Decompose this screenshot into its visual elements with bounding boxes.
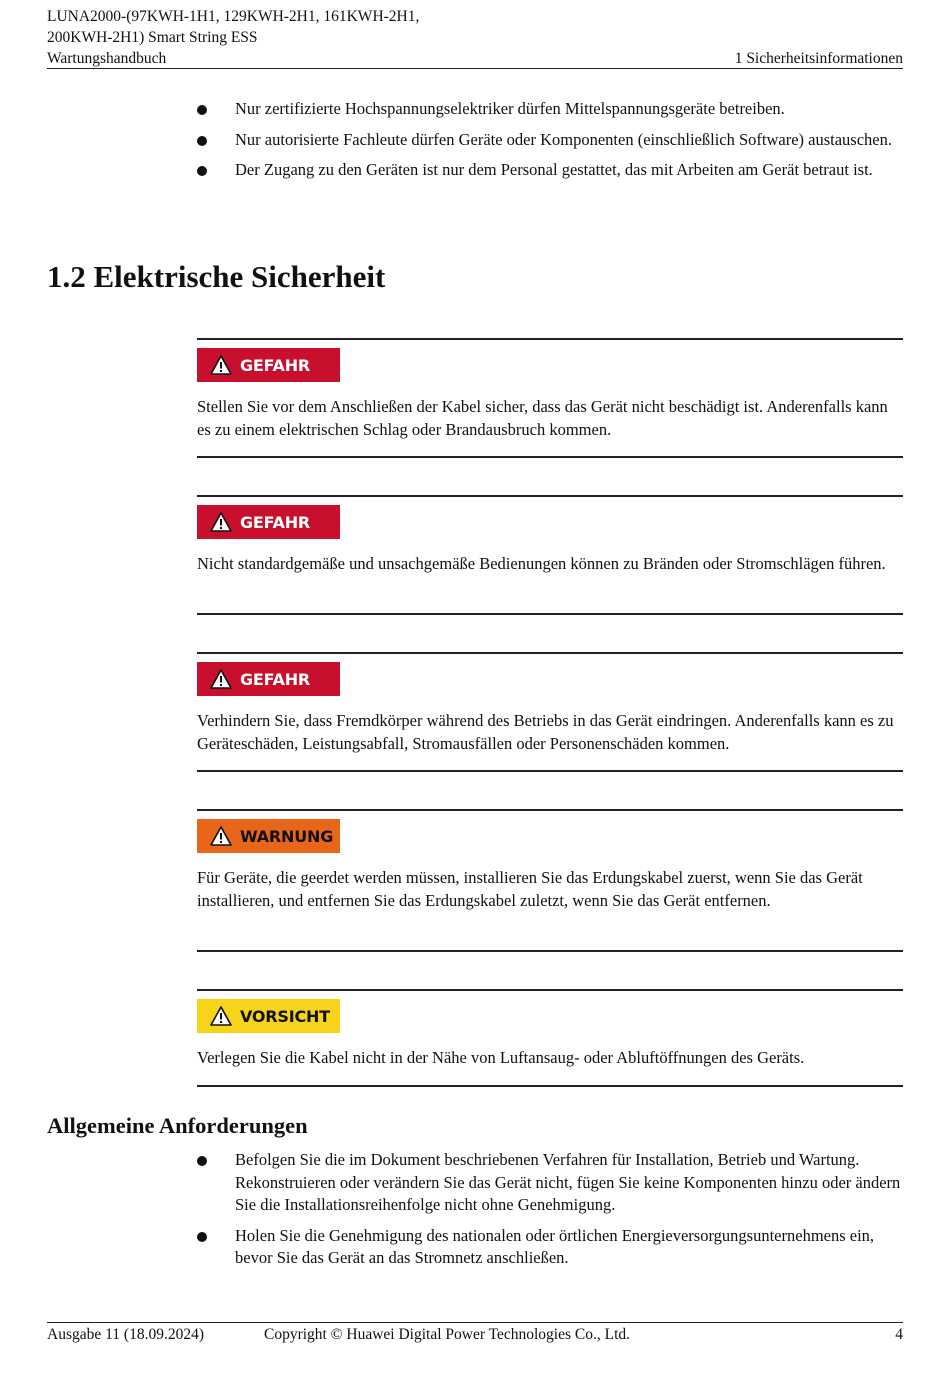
danger-notice [197,495,903,615]
danger-notice [197,338,903,458]
edition-info: Ausgabe 11 (18.09.2024) [47,1326,204,1343]
bullet-dot-icon [197,1232,207,1242]
notice-text: Für Geräte, die geerdet werden müssen, installieren Sie das Erdungskabel zuerst, wenn Sie das Gerät installieren, und entfernen Sie das Erdungskabel zuletzt, wenn Sie das Gerät entfernen. [197,868,863,910]
bullet-dot-icon [197,105,207,115]
list-item-text: Holen Sie die Genehmigung des nationalen oder örtlichen Energieversorgungsunternehmens ein, bevor Sie das Gerät an das Stromnetz anschließen. [235,1225,875,1267]
warning-notice [197,809,903,952]
caution-notice [197,989,903,1087]
chapter-name: 1 Sicherheitsinformationen [734,50,903,67]
subsection-title: Allgemeine Anforderungen [47,1113,308,1138]
document-title-line-2: 200KWH-2H1) Smart String ESS [47,29,258,46]
list-item [47,159,903,182]
page-number: 4 [895,1326,903,1343]
document-title-line-1: LUNA2000-(97KWH-1H1, 129KWH-2H1, 161KWH-2H1, [47,8,420,25]
list-item [47,98,903,121]
warning-triangle-icon [210,512,232,532]
notice-text: Stellen Sie vor dem Anschließen der Kabel sicher, dass das Gerät nicht beschädigt ist. Anderenfalls kann es zu einem elektrischen Schlag oder Brandausbruch kommen. [197,397,888,439]
warning-triangle-icon [210,669,232,689]
warning-badge [197,819,340,853]
bullet-dot-icon [197,1156,207,1166]
bullet-dot-icon [197,166,207,176]
top-bullet-list [47,98,903,190]
danger-badge [197,662,340,696]
warning-triangle-icon [210,355,232,375]
general-bullet-list [47,1149,903,1278]
list-item [47,129,903,152]
list-item-text: Nur zertifizierte Hochspannungselektriker dürfen Mittelspannungsgeräte betreiben. [235,99,785,118]
copyright-notice: Copyright © Huawei Digital Power Technologies Co., Ltd. [264,1326,630,1343]
danger-badge [197,505,340,539]
list-item-text: Befolgen Sie die im Dokument beschriebenen Verfahren für Installation, Betrieb und Wartung. Rekonstruieren oder verändern Sie das Gerät nicht, fügen Sie keine Komponenten hinzu oder ändern Sie die Installationsreihenfolge nicht ohne Genehmigung. [235,1150,901,1214]
list-item [47,1225,903,1270]
manual-name: Wartungshandbuch [47,50,167,67]
notice-label: GEFAHR [240,669,311,689]
notice-label: GEFAHR [240,355,311,375]
section-title: 1.2 Elektrische Sicherheit [47,259,386,294]
notice-label: GEFAHR [240,512,311,532]
bullet-dot-icon [197,136,207,146]
notice-label: VORSICHT [240,1006,330,1026]
caution-badge [197,999,340,1033]
notice-text: Verlegen Sie die Kabel nicht in der Nähe von Luftansaug- oder Abluftöffnungen des Geräts. [197,1048,805,1067]
list-item-text: Nur autorisierte Fachleute dürfen Geräte oder Komponenten (einschließlich Software) austauschen. [235,129,893,149]
danger-badge [197,348,340,382]
warning-triangle-icon [210,826,232,846]
list-item-text: Der Zugang zu den Geräten ist nur dem Personal gestattet, das mit Arbeiten am Gerät betraut ist. [235,160,873,179]
danger-notice [197,652,903,772]
notice-text: Verhindern Sie, dass Fremdkörper während des Betriebs in das Gerät eindringen. Anderenfalls kann es zu Geräteschäden, Leistungsabfall, Stromausfällen oder Personenschäden kommen. [197,711,894,753]
page-footer [47,1322,903,1346]
page-header [47,6,903,69]
notice-text: Nicht standardgemäße und unsachgemäße Bedienungen können zu Bränden oder Stromschlägen führen. [197,554,886,573]
notice-label: WARNUNG [240,826,334,846]
warning-triangle-icon [210,1006,232,1026]
list-item [47,1149,903,1217]
